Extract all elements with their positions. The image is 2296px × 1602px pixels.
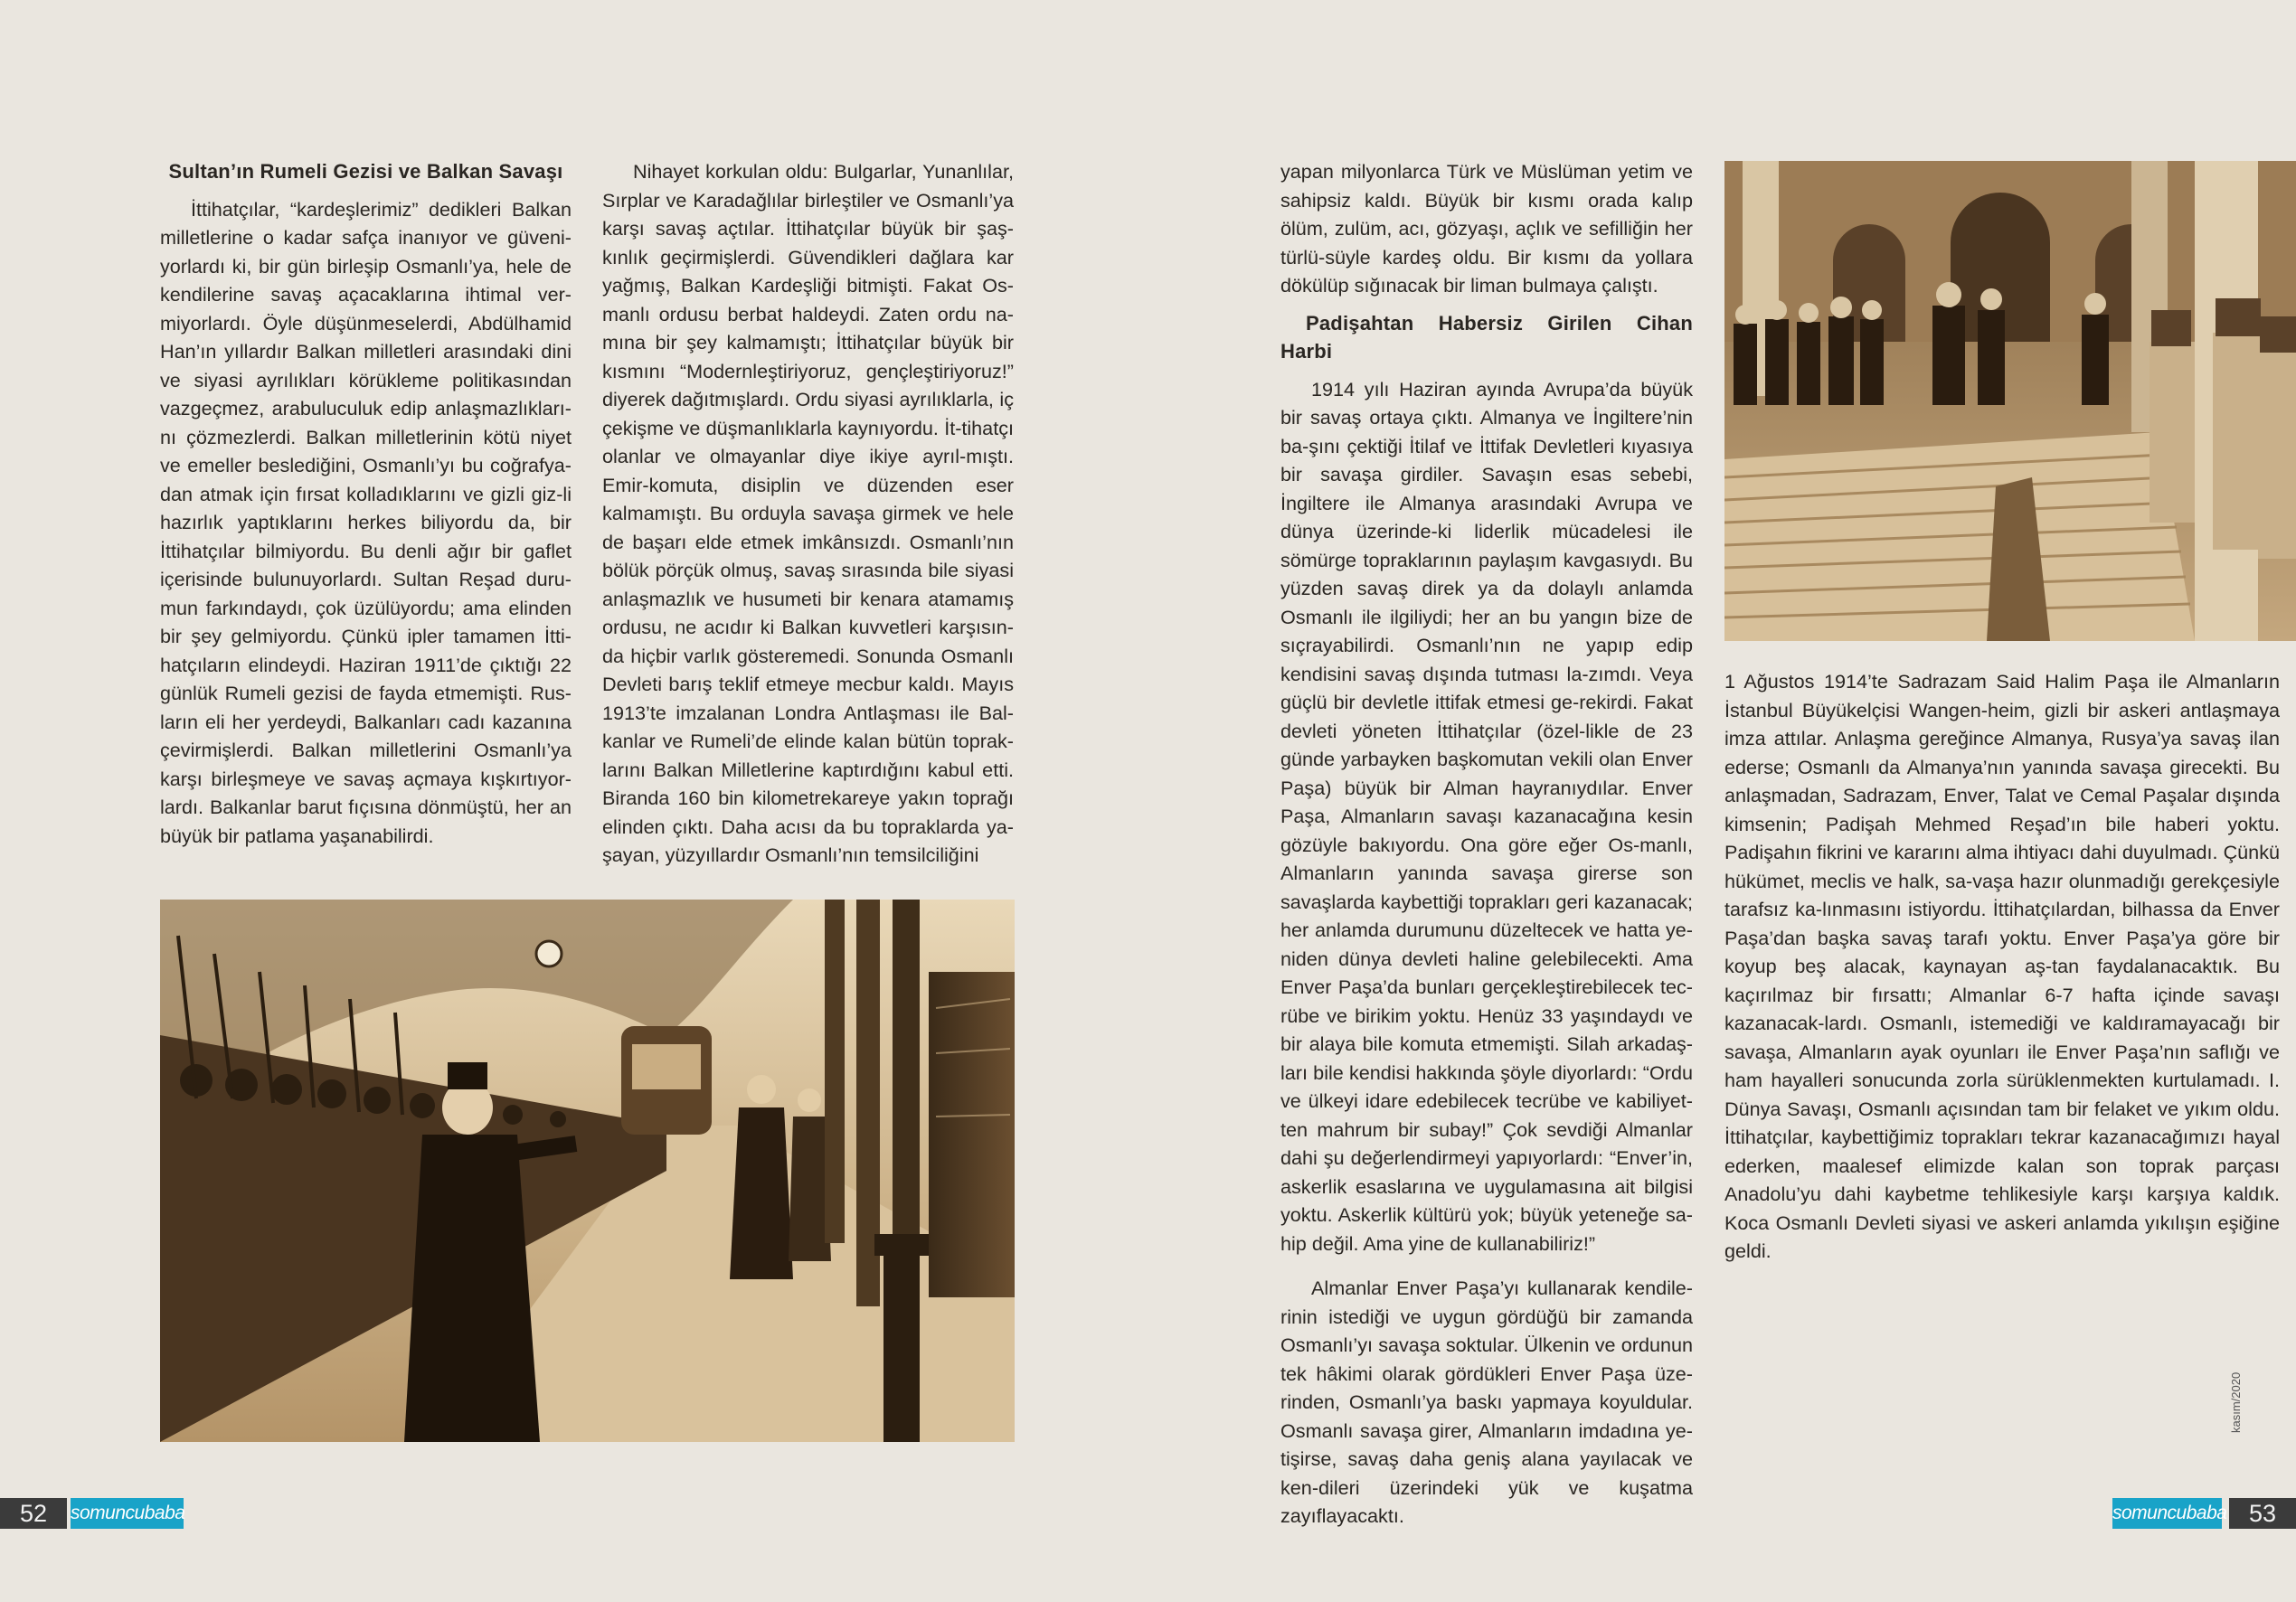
page-number: 53 bbox=[2229, 1498, 2296, 1529]
sepia-photo-icon bbox=[160, 900, 1015, 1442]
paragraph: 1 Ağustos 1914’te Sadrazam Said Halim Paşa ile Almanların İstanbul Büyükelçisi Wangen-heim, gizli bir askeri antlaşmaya imza attılar. Anlaşma gereğince Almanya, Rusya’ya savaş ilan ederse; Osmanlı da Almanya’nın yanında savaşa girecekti. Bu anlaşmadan, Sadrazam, Enver, Talat ve Cemal Paşalar dışında kimsenin; Padişah Mehmed Reşad’ın bile haberi yoktu. Padişahın fikrini ve kararını alma ihtiyacı dahi duyulmadı. Çünkü hükümet, meclis ve halk, sa-vaşa hazır olunmadığı gerekçesiyle tarafsız ka-lınmasını istiyordu. İttihatçılardan, bilhassa da Enver Paşa’dan başka savaş tarafı yoktu. Enver Paşa’ya göre bir koyup beş alacak, kaynayan aş-tan faydalanacaktık. Bu kaçırılmaz bir fırsattı; Almanlar 6-7 hafta içinde savaşı kazanacak-lardı. Osmanlı, istemediği ve kaldıramayacağı bir savaşa, Almanların ayak oyunları ile Enver Paşa’nın saflığı ve ham hayalleri sonucunda zorla sürüklenmekten kurtulamadı. I. Dünya Savaşı, Osmanlı açısından tam bir felaket ve yıkım oldu. İttihatçılar, kaybettiğimiz toprakları tekrar kazanacağımızı hayal ederken, maalesef elimizde kalan son toprak parçası Anadolu’yu dahi kaybetme tehlikesiyle karşı karşıya kaldık. Koca Osmanlı Devleti siyasi ve askeri anlamda yıkılışın eşiğine geldi. bbox=[1724, 670, 2280, 1262]
paragraph: İttihatçılar, “kardeşlerimiz” dedikleri Balkan milletlerine o kadar safça inanıyor ve güveni-yorlardı ki, bir gün birleşip Osmanlı’ya, hele de kendilerine savaş açacaklarına ihtimal ver-miyorlardı. Öyle düşünmeselerdi, Abdülhamid Han’ın yıllardır Balkan milletleri arasındaki dini ve siyasi ayrılıkları körükleme politikasından vazgeçmez, arabuluculuk edip anlaşmazlıkları-nı çözmezlerdi. Balkan milletlerinin kötü niyet ve emeller beslediğini, Osmanlı’yı bu coğrafya-dan atmak için fırsat kolladıklarını ve gizli giz-li hazırlık yaptıklarını herkes biliyordu da, bir İttihatçılar bilmiyordu. Bu denli ağır bir gaflet içerisinde bulunuyorlardı. Sultan Reşad duru-mun farkındaydı, çok üzülüyordu; ama elinden bir şey gelmiyordu. Çünkü ipler tamamen İtti-hatçıların elindeydi. Haziran 1911’de çıktığı 22 günlük Rumeli gezisi de fayda etmemişti. Rus-ların eli her yerdeydi, Balkanları cadı kazanına çevirmişlerdi. Balkan milletlerini Osmanlı’ya karşı birleşmeye ve savaş açmaya kışkırtıyor-lardı. Balkanlar barut fıçısına dönmüştü, her an büyük bir patlama yaşanabilirdi. bbox=[160, 197, 572, 847]
paragraph: yapan milyonlarca Türk ve Müslüman yetim ve sahipsiz kaldı. Büyük bir kısmı orada kalıp ölüm, zulüm, acı, gözyaşı, açlık ve sefilliğin her türlü-süyle kardeş oldu. Bir kısmı da yollara dökülüp sığınacak bir liman bulmaya çalıştı. bbox=[1280, 160, 1693, 297]
magazine-tag: somuncubaba bbox=[2112, 1498, 2222, 1529]
magazine-tag: somuncubaba bbox=[71, 1498, 184, 1529]
paragraph: Nihayet korkulan oldu: Bulgarlar, Yunanlılar, Sırplar ve Karadağlılar birleştiler ve Osmanlı’ya karşı savaş açtılar. İttihatçılar büyük bir şaş-kınlık geçirmişlerdi. Güvendikleri dağlara kar yağmış, Balkan Kardeşliği bitmişti. Fakat Os-manlı ordusu berbat haldeydi. Zaten ordu na-mına bir şey kalmamıştı; İttihatçılar büyük bir kısmını “Modernleştiriyoruz, gençleştiriyoruz!” diyerek dağıtmışlardı. Ordu siyasi ayrılıklarla, iç çekişme ve düşmanlıklarla kaynıyordu. İt-tihatçı olanlar ve olmayanlar diye ikiye ayrıl-mıştı. Emir-komuta, disiplin ve düzenden eser kalmamıştı. Bu orduyla savaşa girmek ve hele de başarı elde etmek imkânsızdı. Osmanlı’nın bölük pörçük olmuş, savaş sırasında bile siyasi anlaşmazlık ve husumeti bir kenara atamamış ordusu, ne acıdır ki Balkan kuvvetleri karşısın-da hiçbir varlık gösteremedi. Sonunda Osmanlı Devleti barış teklif etmeye mecbur kaldı. Mayıs 1913’te imzalanan Londra Antlaşması ile Bal-kanlar ve Rumeli’de elinde kalan bütün toprak-larını Balkan Milletlerine kaptırdığını kabul etti. Biranda 160 bin kilometrekareye yakın toprağı elinden çıktı. Daha acısı da bu topraklarda ya-şayan, yüzyıllardır Osmanlı’nın temsilciliğini bbox=[602, 160, 1014, 866]
page-number: 52 bbox=[0, 1498, 67, 1529]
sepia-photo-icon bbox=[1724, 161, 2296, 641]
photo-palace-steps-ceremony bbox=[1724, 161, 2296, 641]
column-1 bbox=[160, 157, 572, 850]
paragraph: 1914 yılı Haziran ayında Avrupa’da büyük bir savaş ortaya çıktı. Almanya ve İngiltere’nin ba-şını çektiği İtilaf ve İttifak Devletleri kıyasıya bir savaşa girdiler. Savaşın esas sebebi, İngiltere ile Almanya arasındaki Avrupa ve dünya üzerinde-ki liderlik mücadelesi ile sömürge topraklarının paylaşım kavgasıydı. Bu yüzden savaş direk ya da dolaylı anlamda Osmanlı ile ilgiliydi; her an bu yangın bize de sıçrayabilirdi. Osmanlı’nın ne yapıp edip kendisini savaş dışında tutması la-zımdı. Veya güçlü bir devletle ittifak etmesi ge-rekirdi. Fakat devleti yöneten İttihatçılar (özel-likle de 23 günde yarbayken başkomutan vekili olan Enver Paşa) büyük bir Alman hayranıydılar. Enver Paşa, Almanların savaşı kazanacağına kesin gözüyle bakıyordu. Ona göre eğer Os-manlı, Almanların yanında savaşa girerse son savaşlarda kaybettiği toprakları geri kazanacak; her anlamda durumunu düzeltecek ve hatta ye-niden dünya devleti haline gelebilecekti. Ama Enver Paşa’da bunları gerçekleştirebilecek tec-rübe ve birikim yoktu. Henüz 33 yaşındaydı ve bir alaya bile komuta etmemişti. Silah arkadaş-ları bile kendisi hakkında şöyle diyorlardı: “Ordu ve ülkeyi idare edebilecek tecrübe ve kabiliyet-ten mahrum bir subay!” Çok sevdiği Almanlar dahi şu değerlendirmeyi yapıyorlardı: “Enver’in, askerlik esaslarına ve uygulamasına ait bilgisi yoktu. Askerlik kültürü yok; büyük yeteneğe sa-hip değil. Ama yine de kullanabiliriz!” bbox=[1280, 377, 1693, 1255]
paragraph: Almanlar Enver Paşa’yı kullanarak kendile-rinin istediği ve uygun gördüğü bir zamanda Osmanlı’yı savaşa soktular. Ülkenin ve ordunun tek hâkimi olarak gördükleri Enver Paşa üze-rinden, Osmanlı’ya baskı yapmaya koyuldular. Osmanlı savaşa girer, Almanların imdadına ye-tişirse, savaş daha geniş alana yayılacak ve ken-dileri üzerindeki yük ve kuşatma zayıflayacaktı. bbox=[1280, 1277, 1693, 1527]
photo-sultan-train-station bbox=[160, 900, 1015, 1442]
column-3 bbox=[1280, 157, 1693, 1531]
column-2 bbox=[602, 157, 1014, 870]
issue-date: kasım/2020 bbox=[2229, 1371, 2243, 1433]
section-heading-balkan: Sultan’ın Rumeli Gezisi ve Balkan Savaşı bbox=[168, 160, 563, 183]
column-4 bbox=[1724, 667, 2280, 1266]
right-page bbox=[1148, 0, 2296, 1602]
section-heading-cihan-harbi: Padişahtan Habersiz Girilen Cihan Harbi bbox=[1280, 311, 1693, 363]
